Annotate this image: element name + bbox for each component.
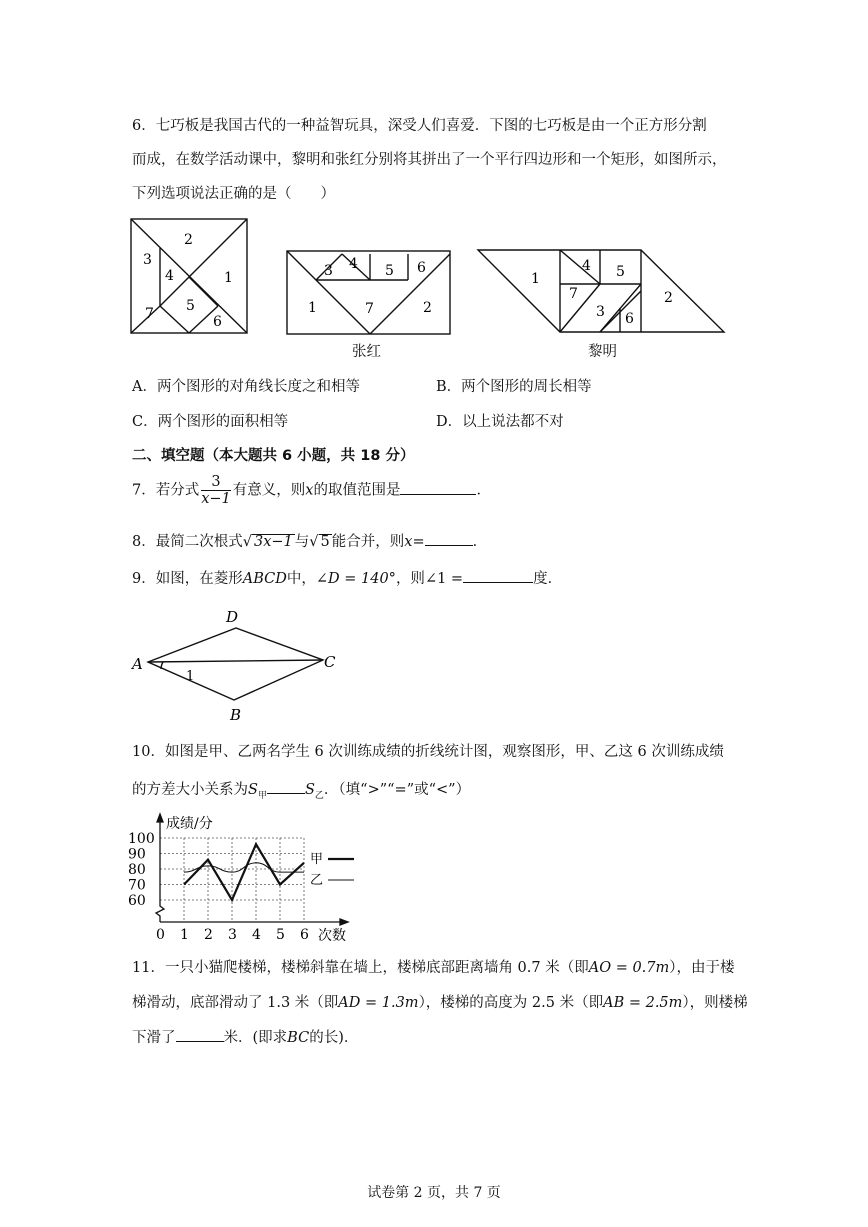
label-b: B (230, 706, 242, 724)
zh-label-2: 2 (423, 300, 432, 316)
tangram-label-4: 4 (165, 268, 174, 284)
x-tick-label: 3 (228, 927, 237, 943)
lm-label-2: 2 (664, 290, 673, 306)
q6-line1: 6．七巧板是我国古代的一种益智玩具，深受人们喜爱．下图的七巧板是由一个正方形分割 (132, 118, 707, 134)
q8-answer-blank[interactable] (425, 531, 473, 546)
q6-option-d[interactable]: D．以上说法都不对 (436, 414, 564, 430)
q10-line2: 的方差大小关系为$S_甲$ $S_乙$．（填“>”“=”或“<”） (132, 778, 470, 801)
x-axis-label: 次数 (318, 928, 346, 944)
zh-label-5: 5 (385, 263, 394, 279)
label-d: D (226, 608, 239, 626)
legend-label-yi: 乙 (310, 873, 324, 888)
x-tick-label: 2 (204, 927, 213, 943)
tangram-label-1: 1 (224, 270, 233, 286)
liming-parallelogram-figure (476, 248, 726, 336)
tangram-label-5: 5 (186, 298, 195, 314)
x-tick-label: 1 (180, 927, 189, 943)
q6-option-a[interactable]: A．两个图形的对角线长度之和相等 (132, 379, 360, 395)
y-tick-label: 70 (128, 877, 146, 894)
training-scores-line-chart (128, 812, 368, 947)
tangram-label-2: 2 (184, 232, 193, 248)
lm-label-5: 5 (616, 264, 625, 280)
label-c: C (324, 653, 336, 671)
q6-line3: 下列选项说法正确的是（ ） (132, 186, 335, 202)
q10-answer-blank[interactable] (267, 779, 305, 794)
y-axis (156, 818, 164, 922)
q11-line2: 梯滑动，底部滑动了 1.3 米（即AD = 1.3m），楼梯的高度为 2.5 米（即AB = 2.5m），则楼梯 (132, 995, 748, 1011)
tangram-square-figure (130, 218, 250, 336)
zh-label-1: 1 (308, 300, 317, 316)
y-axis-arrow (157, 814, 163, 822)
zh-label-4: 4 (349, 256, 358, 272)
zhanghong-caption: 张红 (352, 344, 381, 360)
tangram-label-7: 7 (145, 306, 154, 322)
page-footer: 试卷第 2 页，共 7 页 (367, 1185, 501, 1201)
q6-option-b[interactable]: B．两个图形的周长相等 (436, 379, 592, 395)
liming-caption: 黎明 (588, 344, 617, 360)
legend-label-jia: 甲 (310, 852, 324, 867)
lm-label-7: 7 (569, 286, 578, 302)
lm-label-1: 1 (531, 271, 540, 287)
q11-answer-blank[interactable] (176, 1027, 224, 1042)
lm-label-6: 6 (625, 311, 634, 327)
zh-label-7: 7 (365, 301, 374, 317)
q7: 7．若分式 $\frac{3}{x-1}$ 有意义，则x的取值范围是 ． (132, 474, 491, 507)
lm-label-3: 3 (596, 304, 605, 320)
tangram-label-3: 3 (143, 252, 152, 268)
q7-answer-blank[interactable] (400, 480, 476, 495)
q7-fraction: $\frac{3}{x-1}$ (201, 474, 231, 507)
label-a: A (132, 655, 143, 673)
x-tick-label: 5 (276, 927, 285, 943)
q11-line3: 下滑了 米．(即求BC的长)． (132, 1026, 358, 1047)
x-tick-label: 0 (156, 927, 165, 943)
tangram-label-6: 6 (213, 314, 222, 330)
y-tick-label: 100 (128, 831, 155, 847)
lm-label-4: 4 (582, 258, 591, 274)
x-tick-label: 4 (252, 927, 261, 943)
angle-1-label: 1 (186, 669, 195, 684)
y-tick-label: 80 (128, 862, 146, 878)
zhanghong-rectangle-figure (286, 250, 452, 336)
q6-line2: 而成，在数学活动课中，黎明和张红分别将其拼出了一个平行四边形和一个矩形，如图所示， (132, 152, 727, 168)
q9: 9．如图，在菱形ABCD中，∠D = 140°，则∠1 = 度． (132, 567, 562, 588)
y-tick-label: 60 (128, 893, 146, 909)
q6-option-c[interactable]: C．两个图形的面积相等 (132, 414, 289, 430)
y-axis-label: 成绩/分 (166, 816, 213, 832)
x-axis-arrow (340, 919, 348, 925)
q8: 8．最简二次根式√ 3x−1 与√ 5 能合并，则x= ． (132, 530, 487, 551)
zh-label-3: 3 (324, 263, 333, 279)
rhombus-figure (128, 604, 343, 724)
q9-answer-blank[interactable] (463, 568, 533, 583)
q11-line1: 11．一只小猫爬楼梯，楼梯斜靠在墙上，楼梯底部距离墙角 0.7 米（即AO = 0.7m），由于楼 (132, 960, 735, 976)
zh-label-6: 6 (417, 260, 426, 276)
x-tick-label: 6 (300, 927, 309, 943)
section-title: 二、填空题（本大题共 6 小题，共 18 分） (132, 448, 415, 464)
q10-line1: 10．如图是甲、乙两名学生 6 次训练成绩的折线统计图，观察图形，甲、乙这 6 次训练成绩 (132, 744, 724, 760)
y-tick-label: 90 (128, 846, 146, 863)
